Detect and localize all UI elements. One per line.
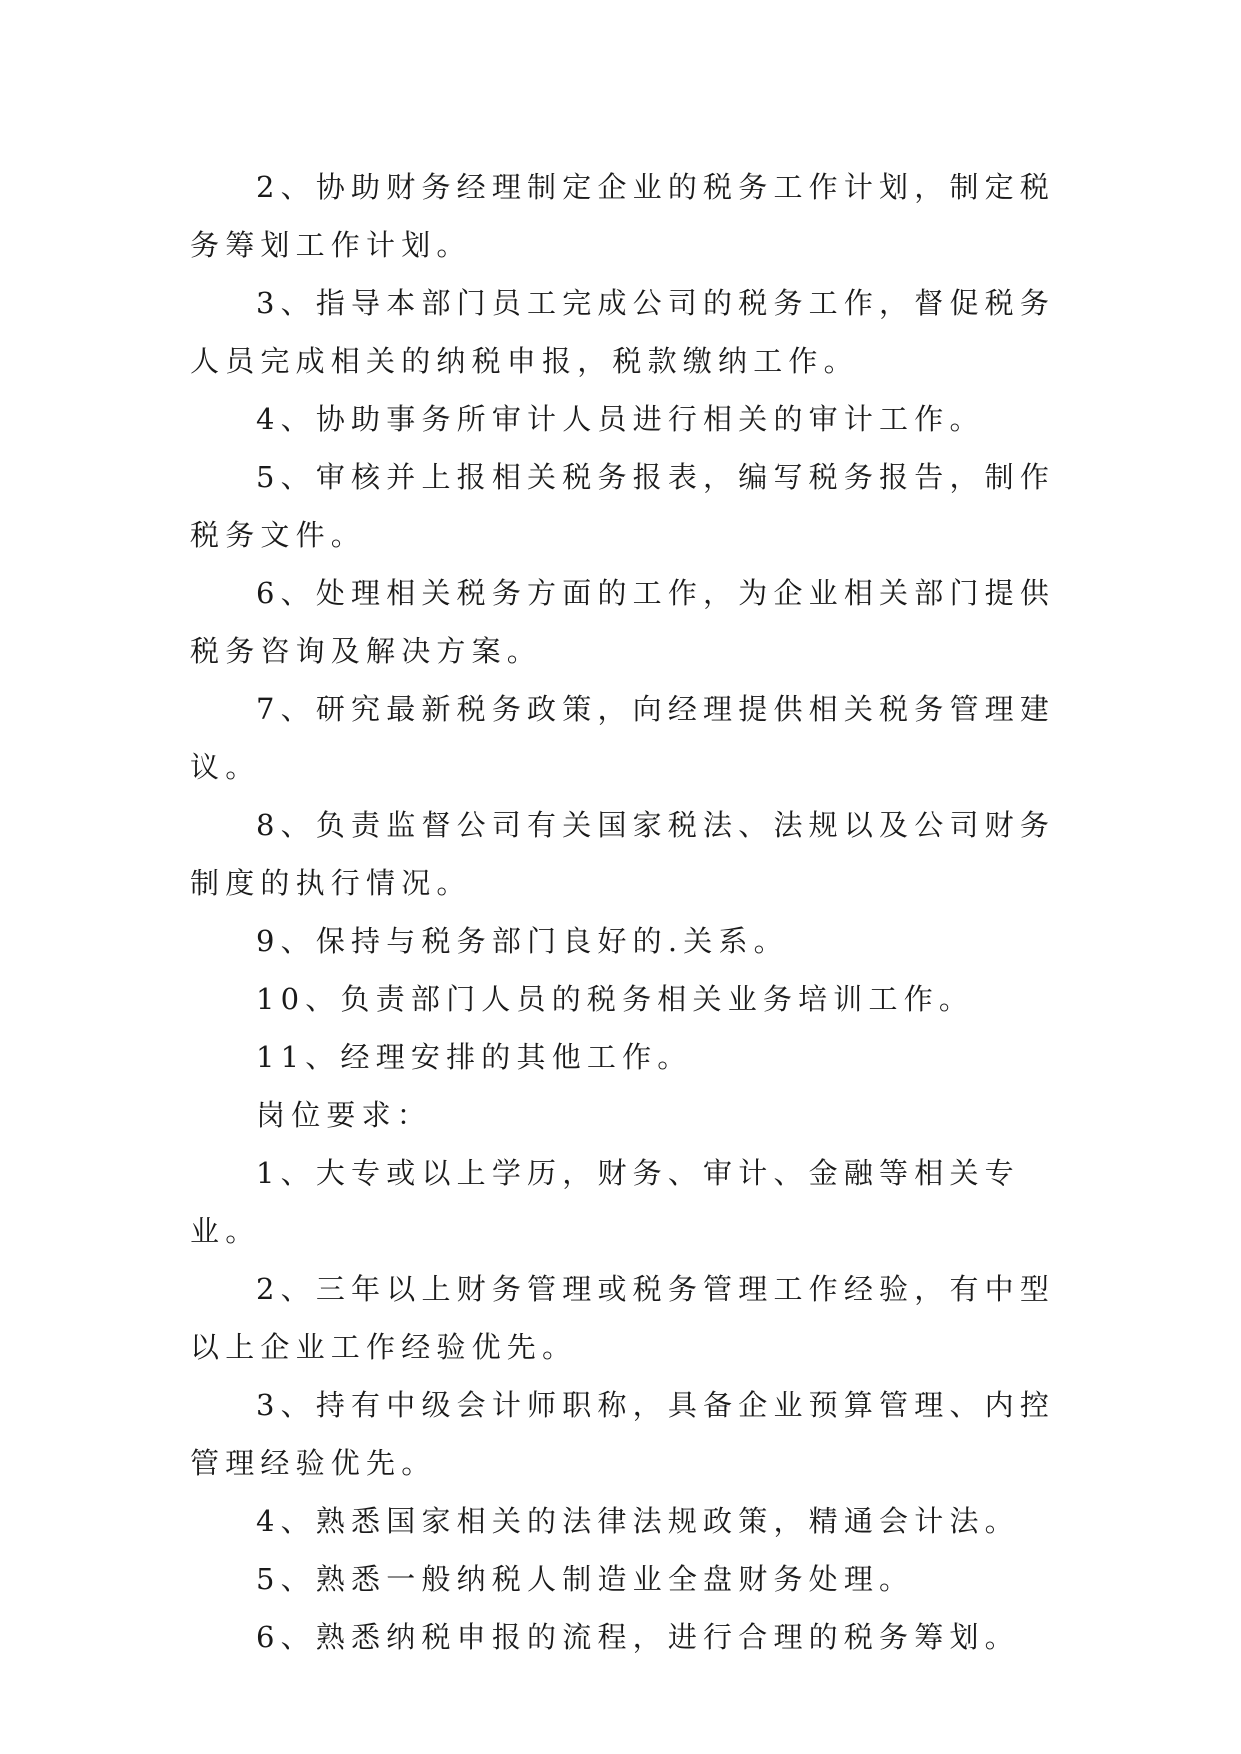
paragraph-duty-3: 3、指导本部门员工完成公司的税务工作，督促税务人员完成相关的纳税申报，税款缴纳工作。	[190, 286, 1056, 378]
paragraph-duty-6: 6、处理相关税务方面的工作，为企业相关部门提供税务咨询及解决方案。	[190, 576, 1056, 668]
paragraph-duty-5: 5、审核并上报相关税务报表，编写税务报告，制作税务文件。	[190, 460, 1056, 552]
paragraph-requirement-4: 4、熟悉国家相关的法律法规政策，精通会计法。	[256, 1504, 1020, 1538]
paragraph-duty-4: 4、协助事务所审计人员进行相关的审计工作。	[256, 402, 985, 436]
paragraph-requirement-3: 3、持有中级会计师职称，具备企业预算管理、内控管理经验优先。	[190, 1388, 1056, 1480]
section-heading-requirements: 岗位要求：	[256, 1098, 433, 1132]
paragraph-duty-10: 10、负责部门人员的税务相关业务培训工作。	[256, 982, 975, 1016]
paragraph-duty-7: 7、研究最新税务政策，向经理提供相关税务管理建议。	[190, 692, 1056, 784]
document-body	[190, 158, 1070, 1666]
paragraph-duty-8: 8、负责监督公司有关国家税法、法规以及公司财务制度的执行情况。	[190, 808, 1056, 900]
paragraph-duty-9: 9、保持与税务部门良好的.关系。	[256, 924, 789, 958]
paragraph-requirement-5: 5、熟悉一般纳税人制造业全盘财务处理。	[256, 1562, 915, 1596]
paragraph-duty-11: 11、经理安排的其他工作。	[256, 1040, 693, 1074]
paragraph-requirement-2: 2、三年以上财务管理或税务管理工作经验，有中型以上企业工作经验优先。	[190, 1272, 1056, 1364]
paragraph-requirement-1: 1、大专或以上学历，财务、审计、金融等相关专业。	[190, 1156, 1020, 1248]
paragraph-duty-2: 2、协助财务经理制定企业的税务工作计划，制定税务筹划工作计划。	[190, 170, 1056, 262]
paragraph-requirement-6: 6、熟悉纳税申报的流程，进行合理的税务筹划。	[256, 1620, 1020, 1654]
